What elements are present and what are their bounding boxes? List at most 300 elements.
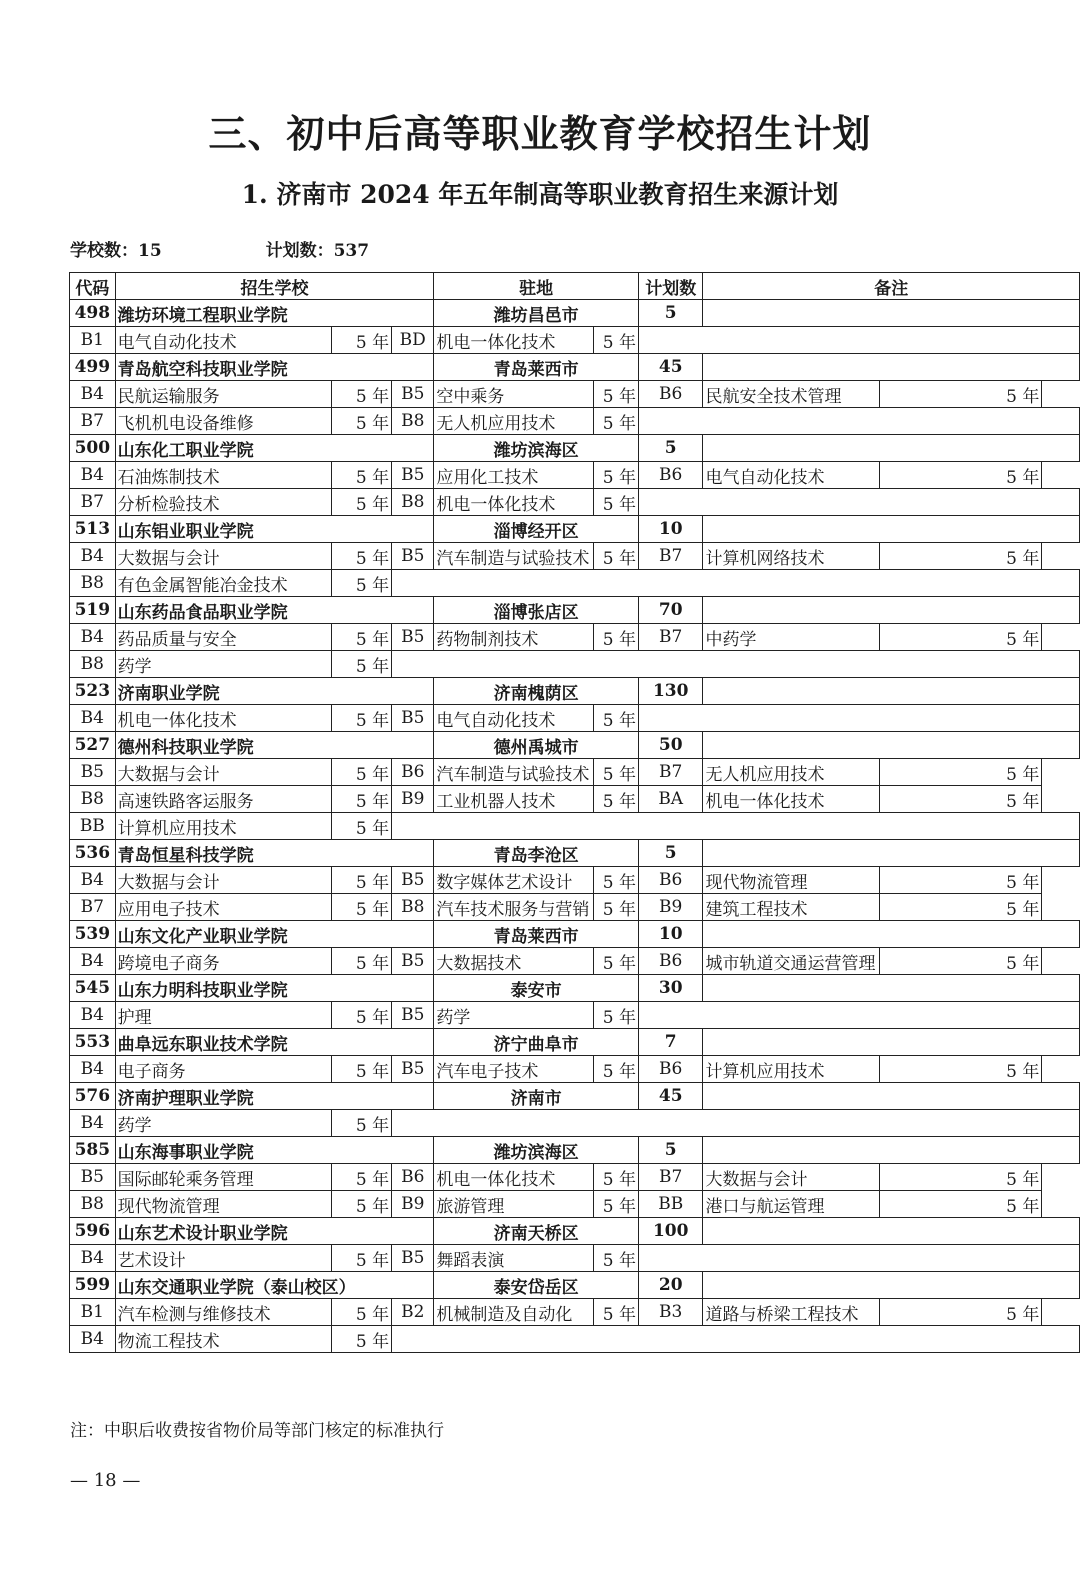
major-years: 5 年 [594,462,639,489]
major-name: 城市轨道交通运营管理 [703,948,880,975]
school-row [70,1218,1080,1245]
major-name: 药学 [434,1002,594,1029]
major-code: B7 [638,624,703,651]
school-name: 潍坊环境工程职业学院 [115,300,434,327]
major-code: B5 [392,624,434,651]
school-location: 泰安岱岳区 [434,1272,639,1299]
major-name: 大数据技术 [434,948,594,975]
school-location: 泰安市 [434,975,639,1002]
major-years: 5 年 [880,1299,1042,1326]
major-name: 计算机应用技术 [703,1056,880,1083]
school-code: 596 [70,1218,116,1245]
major-years: 5 年 [332,867,392,894]
major-name: 无人机应用技术 [434,408,594,435]
school-location: 潍坊昌邑市 [434,300,639,327]
major-code: B2 [392,1299,434,1326]
school-row [70,1083,1080,1110]
school-name: 山东海事职业学院 [115,1137,434,1164]
empty-cell [638,1002,1079,1029]
major-name: 跨境电子商务 [115,948,332,975]
major-name: 工业机器人技术 [434,786,594,813]
major-name: 汽车电子技术 [434,1056,594,1083]
major-code: B8 [392,408,434,435]
school-remarks [703,678,1080,705]
major-row [70,624,1080,651]
school-row [70,678,1080,705]
major-years: 5 年 [594,489,639,516]
major-code: B4 [70,624,116,651]
major-name: 应用化工技术 [434,462,594,489]
major-years: 5 年 [332,1002,392,1029]
major-name: 药品质量与安全 [115,624,332,651]
major-years: 5 年 [594,381,639,408]
empty-cell [392,570,1080,597]
major-years: 5 年 [880,948,1042,975]
major-name: 汽车检测与维修技术 [115,1299,332,1326]
plan-count: 计划数：537 [265,241,370,261]
major-name: 机电一体化技术 [434,489,594,516]
major-name: 护理 [115,1002,332,1029]
major-name: 国际邮轮乘务管理 [115,1164,332,1191]
major-row [70,651,1080,678]
school-remarks [703,732,1080,759]
major-row [70,462,1080,489]
major-name: 石油炼制技术 [115,462,332,489]
major-years: 5 年 [880,786,1042,813]
major-years: 5 年 [332,1191,392,1218]
school-location: 济南市 [434,1083,639,1110]
page-number: — 18 — [70,1470,141,1491]
school-code: 536 [70,840,116,867]
major-row [70,1191,1080,1218]
major-name: 飞机机电设备维修 [115,408,332,435]
major-name: 机电一体化技术 [434,1164,594,1191]
major-years: 5 年 [594,867,639,894]
major-name: 舞蹈表演 [434,1245,594,1272]
major-years: 5 年 [880,624,1042,651]
major-name: 艺术设计 [115,1245,332,1272]
major-code: B6 [638,948,703,975]
major-years: 5 年 [880,462,1042,489]
school-code: 519 [70,597,116,624]
major-name: 电气自动化技术 [115,327,332,354]
major-name: 高速铁路客运服务 [115,786,332,813]
header-code: 代码 [70,273,116,300]
major-years: 5 年 [594,1056,639,1083]
school-location: 潍坊滨海区 [434,1137,639,1164]
school-remarks [703,597,1080,624]
major-years: 5 年 [332,948,392,975]
major-name: 大数据与会计 [115,759,332,786]
major-years: 5 年 [332,759,392,786]
major-code: B6 [638,1056,703,1083]
major-code: B4 [70,948,116,975]
school-remarks [703,1218,1080,1245]
school-code: 527 [70,732,116,759]
major-code: B7 [70,894,116,921]
major-name: 汽车制造与试验技术 [434,759,594,786]
major-code: B4 [70,1002,116,1029]
school-plan: 5 [638,840,703,867]
school-code: 500 [70,435,116,462]
major-name: 数字媒体艺术设计 [434,867,594,894]
school-location: 济南槐荫区 [434,678,639,705]
major-years: 5 年 [332,1326,392,1353]
major-code: B3 [638,1299,703,1326]
school-row [70,1029,1080,1056]
major-name: 应用电子技术 [115,894,332,921]
major-name: 现代物流管理 [115,1191,332,1218]
empty-cell [392,813,1080,840]
major-name: 电气自动化技术 [434,705,594,732]
major-years: 5 年 [880,1056,1042,1083]
major-code: B5 [392,948,434,975]
empty-cell [638,327,1079,354]
empty-cell [392,651,1080,678]
major-row [70,489,1080,516]
major-code: B8 [70,570,116,597]
school-name: 德州科技职业学院 [115,732,434,759]
header-location: 驻地 [434,273,639,300]
school-location: 青岛李沧区 [434,840,639,867]
school-location: 济南天桥区 [434,1218,639,1245]
major-name: 计算机应用技术 [115,813,332,840]
major-name: 无人机应用技术 [703,759,880,786]
major-code: B7 [638,759,703,786]
major-years: 5 年 [594,1002,639,1029]
school-plan: 10 [638,921,703,948]
major-years: 5 年 [880,894,1042,921]
school-code: 499 [70,354,116,381]
major-years: 5 年 [332,786,392,813]
school-code: 576 [70,1083,116,1110]
major-years: 5 年 [332,1164,392,1191]
school-name: 济南职业学院 [115,678,434,705]
major-code: B6 [638,381,703,408]
major-name: 药学 [115,1110,332,1137]
major-name: 旅游管理 [434,1191,594,1218]
school-plan: 45 [638,1083,703,1110]
major-name: 民航运输服务 [115,381,332,408]
major-name: 电子商务 [115,1056,332,1083]
major-row [70,705,1080,732]
school-row [70,354,1080,381]
major-code: B9 [638,894,703,921]
school-row [70,975,1080,1002]
major-row [70,327,1080,354]
major-years: 5 年 [594,543,639,570]
school-remarks [703,840,1080,867]
school-name: 山东药品食品职业学院 [115,597,434,624]
school-remarks [703,516,1080,543]
major-years: 5 年 [594,948,639,975]
school-plan: 5 [638,300,703,327]
major-years: 5 年 [332,570,392,597]
major-code: BB [638,1191,703,1218]
school-code: 545 [70,975,116,1002]
empty-cell [638,1245,1079,1272]
major-code: BD [392,327,434,354]
school-code: 599 [70,1272,116,1299]
major-code: B7 [638,1164,703,1191]
major-name: 民航安全技术管理 [703,381,880,408]
school-code: 523 [70,678,116,705]
major-code: B8 [70,1191,116,1218]
major-code: B4 [70,867,116,894]
major-years: 5 年 [880,381,1042,408]
major-name: 汽车制造与试验技术 [434,543,594,570]
major-row [70,1299,1080,1326]
major-years: 5 年 [880,1191,1042,1218]
school-code: 539 [70,921,116,948]
major-code: B4 [70,1056,116,1083]
table-header-row [70,273,1080,300]
major-row [70,543,1080,570]
major-years: 5 年 [880,867,1042,894]
major-years: 5 年 [594,408,639,435]
school-location: 潍坊滨海区 [434,435,639,462]
major-code: B4 [70,543,116,570]
major-row [70,867,1080,894]
major-row [70,948,1080,975]
major-code: B5 [392,381,434,408]
major-row [70,1002,1080,1029]
major-code: B5 [392,462,434,489]
empty-cell [638,705,1079,732]
major-code: B8 [70,651,116,678]
school-remarks [703,1272,1080,1299]
major-row [70,381,1080,408]
major-name: 药学 [115,651,332,678]
major-name: 机电一体化技术 [115,705,332,732]
footnote: 注：中职后收费按省物价局等部门核定的标准执行 [70,1421,444,1441]
major-code: B9 [392,1191,434,1218]
major-code: B5 [392,1056,434,1083]
major-years: 5 年 [332,894,392,921]
major-code: B5 [392,1002,434,1029]
major-name: 电气自动化技术 [703,462,880,489]
major-name: 大数据与会计 [115,543,332,570]
major-years: 5 年 [594,759,639,786]
school-plan: 5 [638,435,703,462]
school-remarks [703,1137,1080,1164]
school-name: 山东化工职业学院 [115,435,434,462]
major-code: B5 [70,1164,116,1191]
school-count: 学校数：15 [70,241,162,261]
major-years: 5 年 [594,705,639,732]
school-row [70,435,1080,462]
major-years: 5 年 [332,462,392,489]
major-code: B1 [70,1299,116,1326]
empty-cell [638,408,1079,435]
major-row [70,1110,1080,1137]
school-row [70,732,1080,759]
school-plan: 10 [638,516,703,543]
major-years: 5 年 [332,381,392,408]
major-code: B5 [392,867,434,894]
major-years: 5 年 [332,1110,392,1137]
major-name: 道路与桥梁工程技术 [703,1299,880,1326]
school-name: 山东文化产业职业学院 [115,921,434,948]
major-years: 5 年 [880,543,1042,570]
school-remarks [703,354,1080,381]
school-name: 山东艺术设计职业学院 [115,1218,434,1245]
school-name: 青岛恒星科技学院 [115,840,434,867]
major-name: 物流工程技术 [115,1326,332,1353]
major-name: 中药学 [703,624,880,651]
major-name: 汽车技术服务与营销 [434,894,594,921]
major-years: 5 年 [332,1245,392,1272]
empty-cell [392,1110,1080,1137]
major-code: BB [70,813,116,840]
school-row [70,300,1080,327]
major-years: 5 年 [332,705,392,732]
major-name: 港口与航运管理 [703,1191,880,1218]
major-code: B4 [70,1326,116,1353]
school-plan: 70 [638,597,703,624]
major-years: 5 年 [332,327,392,354]
major-code: B6 [638,462,703,489]
major-years: 5 年 [594,894,639,921]
major-years: 5 年 [880,1164,1042,1191]
school-location: 淄博经开区 [434,516,639,543]
school-remarks [703,1083,1080,1110]
major-code: B4 [70,1245,116,1272]
major-code: B7 [70,489,116,516]
major-years: 5 年 [332,1056,392,1083]
major-name: 机电一体化技术 [703,786,880,813]
school-row [70,597,1080,624]
school-name: 济南护理职业学院 [115,1083,434,1110]
school-location: 青岛莱西市 [434,354,639,381]
enrollment-plan-table [69,272,1080,1353]
major-code: B4 [70,705,116,732]
major-code: BA [638,786,703,813]
page-title: 三、初中后高等职业教育学校招生计划 [208,111,872,156]
school-plan: 20 [638,1272,703,1299]
school-row [70,1272,1080,1299]
header-school: 招生学校 [115,273,434,300]
major-code: B4 [70,462,116,489]
major-years: 5 年 [332,1299,392,1326]
school-plan: 130 [638,678,703,705]
summary-line [70,236,369,261]
major-code: B6 [638,867,703,894]
major-years: 5 年 [594,1299,639,1326]
school-code: 585 [70,1137,116,1164]
school-location: 德州禹城市 [434,732,639,759]
school-plan: 100 [638,1218,703,1245]
school-location: 淄博张店区 [434,597,639,624]
major-name: 现代物流管理 [703,867,880,894]
school-remarks [703,435,1080,462]
school-name: 山东力明科技职业学院 [115,975,434,1002]
major-code: B8 [392,894,434,921]
major-name: 机电一体化技术 [434,327,594,354]
major-row [70,1245,1080,1272]
major-years: 5 年 [594,1191,639,1218]
major-name: 建筑工程技术 [703,894,880,921]
major-years: 5 年 [594,1164,639,1191]
major-code: B7 [70,408,116,435]
major-years: 5 年 [332,408,392,435]
school-name: 山东交通职业学院（泰山校区） [115,1272,434,1299]
major-years: 5 年 [594,624,639,651]
major-name: 药物制剂技术 [434,624,594,651]
major-row [70,570,1080,597]
major-code: B5 [70,759,116,786]
empty-cell [392,1326,1080,1353]
major-name: 有色金属智能冶金技术 [115,570,332,597]
school-plan: 5 [638,1137,703,1164]
major-row [70,759,1080,786]
school-remarks [703,1029,1080,1056]
major-row [70,408,1080,435]
school-plan: 45 [638,354,703,381]
major-row [70,1164,1080,1191]
school-code: 498 [70,300,116,327]
major-name: 空中乘务 [434,381,594,408]
major-row [70,813,1080,840]
major-years: 5 年 [880,759,1042,786]
major-years: 5 年 [332,813,392,840]
school-remarks [703,921,1080,948]
major-code: B9 [392,786,434,813]
major-name: 计算机网络技术 [703,543,880,570]
school-location: 青岛莱西市 [434,921,639,948]
major-name: 大数据与会计 [703,1164,880,1191]
school-plan: 7 [638,1029,703,1056]
major-code: B8 [70,786,116,813]
major-code: B6 [392,759,434,786]
major-years: 5 年 [332,489,392,516]
major-name: 机械制造及自动化 [434,1299,594,1326]
major-code: B1 [70,327,116,354]
major-row [70,1326,1080,1353]
header-remarks: 备注 [703,273,1080,300]
school-plan: 50 [638,732,703,759]
empty-cell [638,489,1079,516]
table-subtitle: 1. 济南市 2024 年五年制高等职业教育招生来源计划 [241,180,839,209]
major-code: B5 [392,543,434,570]
school-row [70,1137,1080,1164]
major-row [70,894,1080,921]
major-years: 5 年 [332,624,392,651]
major-name: 大数据与会计 [115,867,332,894]
school-name: 青岛航空科技职业学院 [115,354,434,381]
school-row [70,516,1080,543]
school-name: 曲阜远东职业技术学院 [115,1029,434,1056]
major-years: 5 年 [594,786,639,813]
school-code: 553 [70,1029,116,1056]
major-row [70,1056,1080,1083]
school-location: 济宁曲阜市 [434,1029,639,1056]
major-code: B8 [392,489,434,516]
major-code: B5 [392,1245,434,1272]
header-plan: 计划数 [638,273,703,300]
school-name: 山东铝业职业学院 [115,516,434,543]
major-code: B6 [392,1164,434,1191]
school-plan: 30 [638,975,703,1002]
school-remarks [703,975,1080,1002]
school-row [70,921,1080,948]
major-years: 5 年 [332,651,392,678]
major-name: 分析检验技术 [115,489,332,516]
major-years: 5 年 [594,1245,639,1272]
school-row [70,840,1080,867]
major-row [70,786,1080,813]
major-code: B4 [70,381,116,408]
